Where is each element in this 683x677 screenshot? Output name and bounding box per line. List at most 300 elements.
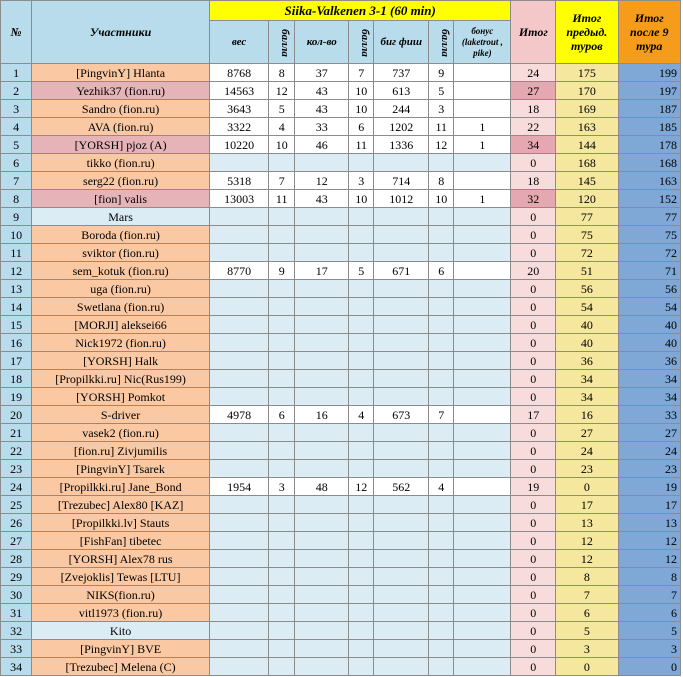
cell-bigfish [374,280,429,298]
header-balla-1-label: балла [279,28,292,57]
participant-name: tikko (fion.ru) [32,154,210,172]
cell-itog: 34 [511,136,556,154]
cell-itog: 0 [511,424,556,442]
participant-name: [fion.ru] Zivjumilis [32,442,210,460]
cell-bigfish: 562 [374,478,429,496]
row-number: 31 [1,604,32,622]
cell-itog: 17 [511,406,556,424]
cell-itog-prev: 3 [556,640,618,658]
cell-balla-2 [349,568,374,586]
participant-name: [Zvejoklis] Tewas [LTU] [32,568,210,586]
cell-balla-3 [429,388,454,406]
cell-ves: 14563 [209,82,268,100]
table-row [1,190,681,208]
cell-itog-after: 34 [618,388,680,406]
cell-balla-2: 10 [349,82,374,100]
cell-balla-3 [429,586,454,604]
participant-name: [PingvinY] Tsarek [32,460,210,478]
cell-bigfish [374,658,429,676]
row-number: 16 [1,334,32,352]
participant-name: [YORSH] pjoz (A) [32,136,210,154]
cell-balla-1 [269,298,295,316]
participant-name: [PingvinY] BVE [32,640,210,658]
cell-itog-after: 7 [618,586,680,604]
cell-bigfish [374,334,429,352]
cell-kolvo: 33 [295,118,349,136]
cell-kolvo: 12 [295,172,349,190]
cell-itog: 0 [511,298,556,316]
cell-kolvo [295,352,349,370]
cell-bonus [454,586,511,604]
cell-balla-2 [349,226,374,244]
participant-name: [YORSH] Halk [32,352,210,370]
cell-balla-3 [429,640,454,658]
cell-itog-prev: 0 [556,478,618,496]
row-number: 19 [1,388,32,406]
cell-balla-1: 10 [269,136,295,154]
cell-ves: 1954 [209,478,268,496]
participant-name: AVA (fion.ru) [32,118,210,136]
cell-itog-prev: 75 [556,226,618,244]
cell-ves [209,622,268,640]
cell-itog-after: 0 [618,658,680,676]
cell-kolvo: 46 [295,136,349,154]
cell-bonus [454,82,511,100]
cell-itog-prev: 34 [556,370,618,388]
cell-balla-3 [429,460,454,478]
cell-balla-3 [429,370,454,388]
participant-name: Swetlana (fion.ru) [32,298,210,316]
cell-bigfish [374,622,429,640]
cell-balla-1: 3 [269,478,295,496]
cell-itog-after: 17 [618,496,680,514]
cell-itog-prev: 8 [556,568,618,586]
table-row [1,478,681,496]
cell-bonus [454,568,511,586]
cell-itog: 0 [511,316,556,334]
cell-bonus [454,100,511,118]
cell-balla-2: 6 [349,118,374,136]
table-row [1,460,681,478]
row-number: 32 [1,622,32,640]
cell-ves [209,496,268,514]
cell-itog: 0 [511,496,556,514]
cell-balla-2 [349,496,374,514]
cell-ves: 8768 [209,64,268,82]
cell-balla-3 [429,496,454,514]
cell-bonus [454,262,511,280]
header-num: № [1,1,32,64]
cell-balla-1 [269,604,295,622]
cell-itog-prev: 51 [556,262,618,280]
cell-itog-after: 187 [618,100,680,118]
cell-balla-3 [429,568,454,586]
cell-bigfish [374,532,429,550]
cell-balla-3 [429,532,454,550]
cell-balla-3: 3 [429,100,454,118]
table-row [1,244,681,262]
table-row [1,118,681,136]
cell-bigfish [374,586,429,604]
row-number: 1 [1,64,32,82]
cell-kolvo [295,460,349,478]
cell-kolvo [295,424,349,442]
participant-name: [Trezubec] Melena (C) [32,658,210,676]
row-number: 30 [1,586,32,604]
row-number: 22 [1,442,32,460]
cell-balla-2: 12 [349,478,374,496]
table-row [1,226,681,244]
cell-itog-after: 40 [618,316,680,334]
cell-balla-2 [349,460,374,478]
cell-bigfish [374,388,429,406]
header-balla-2 [349,21,374,64]
cell-itog: 0 [511,280,556,298]
cell-kolvo [295,208,349,226]
cell-kolvo [295,622,349,640]
cell-ves [209,658,268,676]
header-bigfish: биг фиш [374,21,429,64]
row-number: 15 [1,316,32,334]
row-number: 10 [1,226,32,244]
table-row [1,532,681,550]
cell-bigfish: 244 [374,100,429,118]
cell-itog-after: 12 [618,532,680,550]
cell-ves [209,316,268,334]
cell-balla-1: 5 [269,100,295,118]
row-number: 6 [1,154,32,172]
cell-bonus [454,496,511,514]
cell-bonus [454,298,511,316]
cell-balla-2 [349,424,374,442]
cell-balla-1: 4 [269,118,295,136]
row-number: 12 [1,262,32,280]
cell-bigfish [374,424,429,442]
cell-balla-3 [429,658,454,676]
cell-bonus: 1 [454,190,511,208]
participant-name: Boroda (fion.ru) [32,226,210,244]
row-number: 13 [1,280,32,298]
table-row [1,424,681,442]
header-balla-3 [429,21,454,64]
cell-itog: 18 [511,100,556,118]
cell-balla-2: 10 [349,100,374,118]
cell-bonus [454,172,511,190]
cell-itog: 24 [511,64,556,82]
cell-itog-after: 12 [618,550,680,568]
cell-ves [209,532,268,550]
cell-balla-1: 6 [269,406,295,424]
cell-itog: 0 [511,514,556,532]
cell-itog: 0 [511,244,556,262]
cell-kolvo [295,496,349,514]
cell-ves [209,388,268,406]
cell-balla-1 [269,316,295,334]
table-row [1,640,681,658]
cell-kolvo: 48 [295,478,349,496]
participant-name: Yezhik37 (fion.ru) [32,82,210,100]
cell-ves [209,208,268,226]
cell-itog: 0 [511,370,556,388]
cell-kolvo [295,586,349,604]
header-balla-2-label: балла [359,28,372,57]
cell-bigfish: 1202 [374,118,429,136]
cell-ves [209,586,268,604]
cell-bigfish [374,370,429,388]
cell-bonus: 1 [454,136,511,154]
cell-itog-prev: 27 [556,424,618,442]
cell-itog-prev: 16 [556,406,618,424]
cell-balla-3: 8 [429,172,454,190]
cell-itog-after: 75 [618,226,680,244]
cell-balla-1 [269,622,295,640]
cell-itog-after: 56 [618,280,680,298]
cell-itog-after: 33 [618,406,680,424]
cell-itog: 0 [511,154,556,172]
cell-balla-1 [269,514,295,532]
row-number: 5 [1,136,32,154]
cell-bonus [454,640,511,658]
cell-balla-3: 12 [429,136,454,154]
cell-bigfish: 714 [374,172,429,190]
cell-bigfish [374,550,429,568]
cell-balla-3 [429,226,454,244]
cell-itog-prev: 56 [556,280,618,298]
cell-itog: 27 [511,82,556,100]
row-number: 26 [1,514,32,532]
table-row [1,298,681,316]
cell-balla-3: 4 [429,478,454,496]
row-number: 33 [1,640,32,658]
cell-bonus [454,226,511,244]
header-balla-1 [269,21,295,64]
participant-name: sviktor (fion.ru) [32,244,210,262]
cell-kolvo [295,550,349,568]
cell-itog-prev: 23 [556,460,618,478]
cell-itog: 18 [511,172,556,190]
cell-balla-3 [429,280,454,298]
cell-itog-prev: 144 [556,136,618,154]
cell-itog: 0 [511,226,556,244]
cell-balla-1 [269,424,295,442]
cell-ves [209,154,268,172]
cell-balla-1 [269,352,295,370]
cell-bigfish [374,604,429,622]
cell-bonus [454,370,511,388]
cell-ves [209,604,268,622]
cell-balla-1 [269,532,295,550]
cell-balla-3: 10 [429,190,454,208]
cell-bonus [454,280,511,298]
participant-name: [Trezubec] Alex80 [KAZ] [32,496,210,514]
cell-balla-1 [269,388,295,406]
header-itog-prev [556,1,618,64]
cell-balla-2 [349,280,374,298]
participant-name: [YORSH] Pomkot [32,388,210,406]
cell-kolvo: 17 [295,262,349,280]
cell-ves: 10220 [209,136,268,154]
table-row [1,586,681,604]
cell-balla-1 [269,208,295,226]
cell-bonus [454,442,511,460]
cell-kolvo: 43 [295,190,349,208]
cell-ves: 3643 [209,100,268,118]
cell-bigfish: 1336 [374,136,429,154]
cell-itog-prev: 77 [556,208,618,226]
cell-balla-1 [269,550,295,568]
cell-ves [209,442,268,460]
participant-name: sem_kotuk (fion.ru) [32,262,210,280]
cell-itog: 0 [511,334,556,352]
cell-bonus [454,424,511,442]
cell-ves [209,244,268,262]
cell-bigfish [374,316,429,334]
cell-kolvo [295,388,349,406]
cell-kolvo [295,280,349,298]
cell-balla-1 [269,280,295,298]
participant-name: [MORJI] aleksei66 [32,316,210,334]
header-itog: Итог [511,1,556,64]
cell-ves: 8770 [209,262,268,280]
cell-balla-1 [269,226,295,244]
table-row [1,154,681,172]
cell-ves [209,298,268,316]
cell-bonus [454,550,511,568]
cell-balla-3 [429,442,454,460]
cell-kolvo [295,244,349,262]
cell-balla-2 [349,640,374,658]
header-ves: вес [209,21,268,64]
cell-kolvo [295,568,349,586]
cell-ves [209,640,268,658]
cell-itog-after: 71 [618,262,680,280]
participant-name: NIKS(fion.ru) [32,586,210,604]
cell-bonus [454,460,511,478]
cell-itog: 19 [511,478,556,496]
cell-itog-prev: 54 [556,298,618,316]
participant-name: Nick1972 (fion.ru) [32,334,210,352]
cell-bonus [454,208,511,226]
cell-bonus [454,532,511,550]
cell-bonus [454,406,511,424]
cell-bonus [454,658,511,676]
cell-itog-after: 77 [618,208,680,226]
cell-itog: 0 [511,658,556,676]
cell-ves [209,550,268,568]
cell-kolvo: 43 [295,100,349,118]
cell-itog: 0 [511,388,556,406]
cell-balla-1 [269,334,295,352]
table-row [1,658,681,676]
cell-itog-after: 163 [618,172,680,190]
cell-itog: 32 [511,190,556,208]
cell-balla-2 [349,208,374,226]
row-number: 2 [1,82,32,100]
cell-itog: 0 [511,586,556,604]
row-number: 3 [1,100,32,118]
cell-kolvo [295,640,349,658]
participant-name: [FishFan] tibetec [32,532,210,550]
cell-itog-after: 6 [618,604,680,622]
cell-balla-3 [429,154,454,172]
results-body [1,64,681,676]
table-row [1,172,681,190]
cell-balla-3 [429,622,454,640]
participant-name: uga (fion.ru) [32,280,210,298]
table-row [1,604,681,622]
row-number: 18 [1,370,32,388]
cell-bigfish [374,244,429,262]
row-number: 34 [1,658,32,676]
cell-kolvo [295,334,349,352]
cell-ves [209,226,268,244]
cell-itog-prev: 72 [556,244,618,262]
cell-ves: 3322 [209,118,268,136]
cell-balla-2: 4 [349,406,374,424]
cell-kolvo [295,604,349,622]
cell-balla-3 [429,514,454,532]
table-row [1,316,681,334]
header-kolvo: кол-во [295,21,349,64]
cell-itog-after: 36 [618,352,680,370]
cell-balla-2 [349,244,374,262]
cell-ves [209,280,268,298]
table-row [1,280,681,298]
row-number: 25 [1,496,32,514]
cell-bigfish [374,208,429,226]
cell-balla-2 [349,154,374,172]
participant-name: [Propilkki.ru] Jane_Bond [32,478,210,496]
cell-balla-2 [349,370,374,388]
cell-balla-3 [429,550,454,568]
cell-itog-prev: 168 [556,154,618,172]
table-row [1,64,681,82]
header-bonus [454,21,511,64]
cell-itog-prev: 12 [556,550,618,568]
table-row [1,352,681,370]
table-row [1,550,681,568]
cell-balla-1: 12 [269,82,295,100]
cell-balla-3 [429,208,454,226]
cell-itog-after: 72 [618,244,680,262]
participant-name: vitl1973 (fion.ru) [32,604,210,622]
cell-bigfish [374,496,429,514]
cell-itog-after: 40 [618,334,680,352]
cell-kolvo: 43 [295,82,349,100]
cell-balla-1: 7 [269,172,295,190]
cell-bigfish [374,154,429,172]
cell-itog-prev: 5 [556,622,618,640]
row-number: 8 [1,190,32,208]
cell-balla-1 [269,154,295,172]
cell-balla-2: 3 [349,172,374,190]
cell-itog-after: 178 [618,136,680,154]
table-row [1,622,681,640]
cell-itog-prev: 36 [556,352,618,370]
cell-bigfish [374,568,429,586]
table-row [1,82,681,100]
cell-balla-2 [349,550,374,568]
cell-balla-2 [349,622,374,640]
cell-itog: 0 [511,640,556,658]
table-row [1,100,681,118]
cell-bigfish [374,514,429,532]
row-number: 4 [1,118,32,136]
cell-ves [209,370,268,388]
cell-itog: 0 [511,460,556,478]
cell-balla-1 [269,460,295,478]
cell-itog-prev: 145 [556,172,618,190]
